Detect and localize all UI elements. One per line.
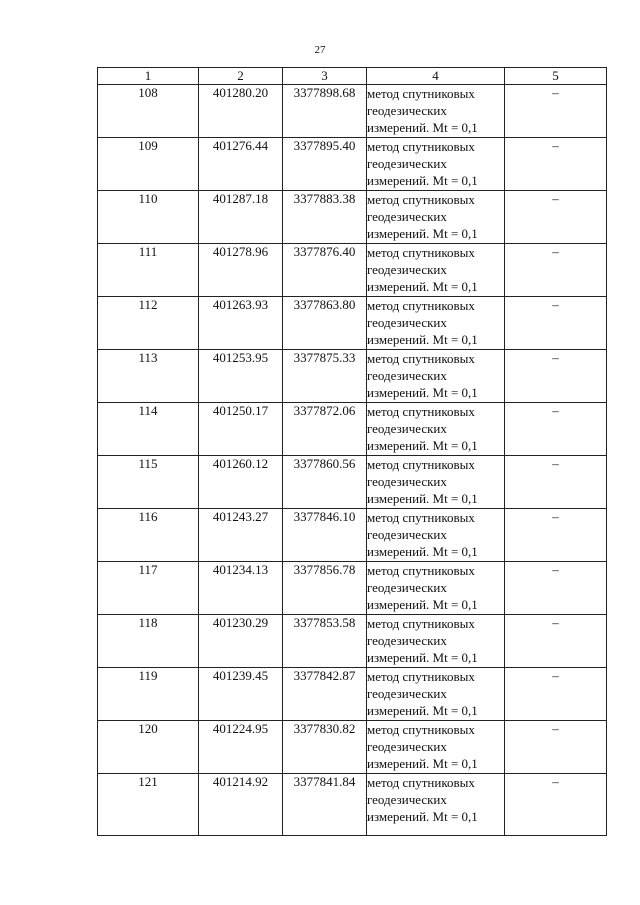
col5-value: – <box>505 244 607 297</box>
coord-y: 3377860.56 <box>283 456 367 509</box>
coord-x: 401278.96 <box>199 244 283 297</box>
col5-value: – <box>505 668 607 721</box>
table-row <box>98 615 607 668</box>
method-description: метод спутниковых геодезических измерений. Mt = 0,1 <box>367 456 505 509</box>
point-number: 111 <box>98 244 199 297</box>
method-description: метод спутниковых геодезических измерений. Mt = 0,1 <box>367 562 505 615</box>
coord-y: 3377876.40 <box>283 244 367 297</box>
coord-x: 401253.95 <box>199 350 283 403</box>
table-row <box>98 85 607 138</box>
header-col-5: 5 <box>505 68 607 85</box>
coord-x: 401260.12 <box>199 456 283 509</box>
col5-value: – <box>505 774 607 836</box>
header-col-4: 4 <box>367 68 505 85</box>
coordinates-table <box>97 67 607 836</box>
header-col-3: 3 <box>283 68 367 85</box>
coord-x: 401276.44 <box>199 138 283 191</box>
table-row <box>98 721 607 774</box>
col5-value: – <box>505 509 607 562</box>
method-description: метод спутниковых геодезических измерений. Mt = 0,1 <box>367 668 505 721</box>
coord-x: 401243.27 <box>199 509 283 562</box>
coord-y: 3377875.33 <box>283 350 367 403</box>
coord-x: 401214.92 <box>199 774 283 836</box>
method-description: метод спутниковых геодезических измерений. Mt = 0,1 <box>367 403 505 456</box>
point-number: 121 <box>98 774 199 836</box>
col5-value: – <box>505 350 607 403</box>
col5-value: – <box>505 297 607 350</box>
col5-value: – <box>505 85 607 138</box>
method-description: метод спутниковых геодезических измерений. Mt = 0,1 <box>367 721 505 774</box>
header-col-1: 1 <box>98 68 199 85</box>
point-number: 115 <box>98 456 199 509</box>
table-row <box>98 191 607 244</box>
table-row <box>98 774 607 836</box>
method-description: метод спутниковых геодезических измерений. Mt = 0,1 <box>367 191 505 244</box>
coord-x: 401287.18 <box>199 191 283 244</box>
point-number: 119 <box>98 668 199 721</box>
header-col-2: 2 <box>199 68 283 85</box>
point-number: 120 <box>98 721 199 774</box>
col5-value: – <box>505 562 607 615</box>
table-row <box>98 668 607 721</box>
coord-y: 3377841.84 <box>283 774 367 836</box>
coord-y: 3377853.58 <box>283 615 367 668</box>
method-description: метод спутниковых геодезических измерений. Mt = 0,1 <box>367 774 505 836</box>
point-number: 114 <box>98 403 199 456</box>
method-description: метод спутниковых геодезических измерений. Mt = 0,1 <box>367 85 505 138</box>
col5-value: – <box>505 456 607 509</box>
col5-value: – <box>505 615 607 668</box>
method-description: метод спутниковых геодезических измерений. Mt = 0,1 <box>367 615 505 668</box>
coord-y: 3377872.06 <box>283 403 367 456</box>
coord-x: 401263.93 <box>199 297 283 350</box>
col5-value: – <box>505 191 607 244</box>
table-row <box>98 138 607 191</box>
method-description: метод спутниковых геодезических измерений. Mt = 0,1 <box>367 297 505 350</box>
coord-y: 3377856.78 <box>283 562 367 615</box>
coord-x: 401280.20 <box>199 85 283 138</box>
coord-x: 401250.17 <box>199 403 283 456</box>
point-number: 108 <box>98 85 199 138</box>
coord-y: 3377895.40 <box>283 138 367 191</box>
point-number: 109 <box>98 138 199 191</box>
point-number: 113 <box>98 350 199 403</box>
point-number: 112 <box>98 297 199 350</box>
coord-y: 3377830.82 <box>283 721 367 774</box>
method-description: метод спутниковых геодезических измерений. Mt = 0,1 <box>367 244 505 297</box>
col5-value: – <box>505 138 607 191</box>
page-number: 27 <box>314 44 326 56</box>
table-row <box>98 509 607 562</box>
coord-y: 3377842.87 <box>283 668 367 721</box>
coord-x: 401224.95 <box>199 721 283 774</box>
table-row <box>98 562 607 615</box>
table-row <box>98 350 607 403</box>
col5-value: – <box>505 403 607 456</box>
point-number: 117 <box>98 562 199 615</box>
point-number: 118 <box>98 615 199 668</box>
col5-value: – <box>505 721 607 774</box>
coord-y: 3377898.68 <box>283 85 367 138</box>
table-row <box>98 244 607 297</box>
coord-x: 401230.29 <box>199 615 283 668</box>
coord-x: 401234.13 <box>199 562 283 615</box>
table-row <box>98 456 607 509</box>
coord-y: 3377883.38 <box>283 191 367 244</box>
table-row <box>98 403 607 456</box>
point-number: 116 <box>98 509 199 562</box>
point-number: 110 <box>98 191 199 244</box>
method-description: метод спутниковых геодезических измерений. Mt = 0,1 <box>367 350 505 403</box>
method-description: метод спутниковых геодезических измерений. Mt = 0,1 <box>367 509 505 562</box>
table-header-row <box>98 68 607 85</box>
method-description: метод спутниковых геодезических измерений. Mt = 0,1 <box>367 138 505 191</box>
table-body <box>98 85 607 836</box>
coord-x: 401239.45 <box>199 668 283 721</box>
coord-y: 3377846.10 <box>283 509 367 562</box>
coord-y: 3377863.80 <box>283 297 367 350</box>
table-row <box>98 297 607 350</box>
